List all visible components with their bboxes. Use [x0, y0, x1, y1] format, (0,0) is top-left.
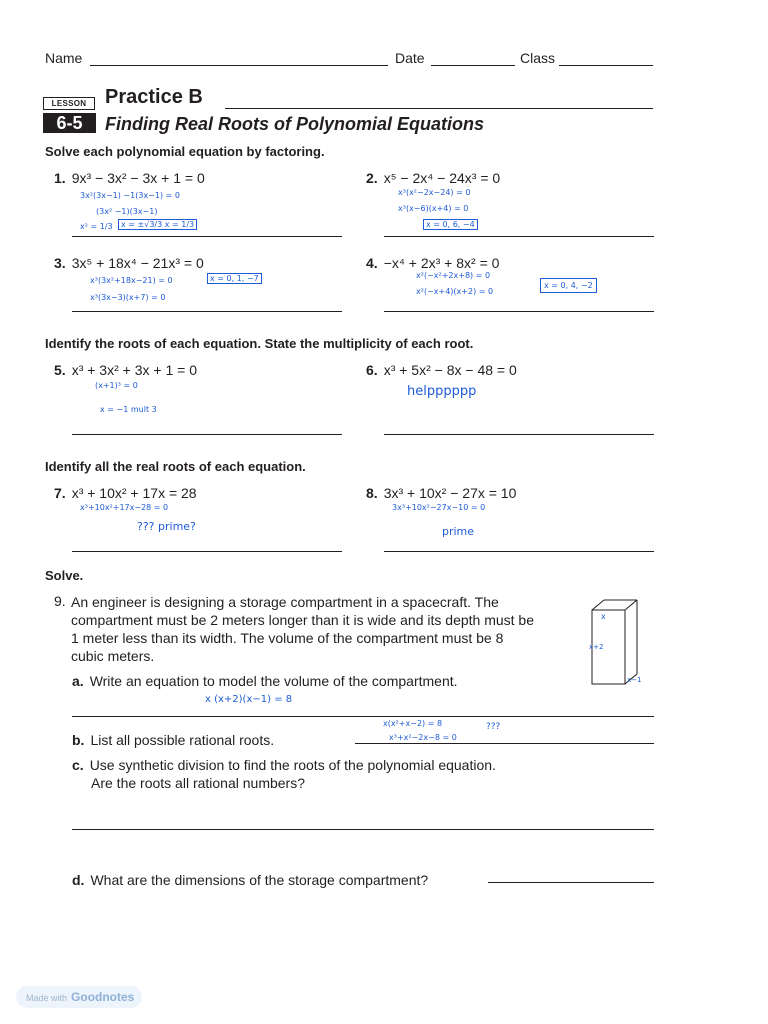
problem-4: 4. −x⁴ + 2x³ + 8x² = 0: [366, 255, 500, 271]
section-heading: Solve each polynomial equation by factoring.: [45, 144, 325, 159]
date-line: [431, 65, 515, 66]
handwritten-work: x³+10x²+17x−28 = 0: [80, 503, 169, 512]
handwritten-work: x² = 1/3: [80, 222, 113, 231]
handwritten-work: 3x²(3x−1) −1(3x−1) = 0: [80, 191, 180, 200]
handwritten-work: prime: [442, 525, 475, 538]
answer-line: [72, 551, 342, 552]
handwritten-work: ???: [486, 722, 501, 732]
handwritten-work: x²(−x²+2x+8) = 0: [416, 271, 491, 280]
problem-5: 5. x³ + 3x² + 3x + 1 = 0: [54, 362, 197, 378]
handwritten-work: x = −1 mult 3: [100, 405, 157, 414]
problem-6: 6. x³ + 5x² − 8x − 48 = 0: [366, 362, 517, 378]
title-rule: [225, 108, 653, 109]
answer-line: [384, 551, 654, 552]
problem-7: 7. x³ + 10x² + 17x = 28: [54, 485, 197, 501]
name-line: [90, 65, 388, 66]
part-c-question: Are the roots all rational numbers?: [91, 775, 305, 791]
handwritten-work: 3x³+10x²−27x−10 = 0: [392, 503, 486, 512]
answer-line: [355, 743, 654, 744]
handwritten-work: x³(3x²+18x−21) = 0: [90, 276, 173, 285]
handwritten-work: x³(x²−2x−24) = 0: [398, 188, 471, 197]
date-label: Date: [395, 50, 425, 66]
answer-line: [72, 716, 654, 717]
part-b: b. List all possible rational roots.: [72, 732, 275, 748]
handwritten-work: ??? prime?: [137, 520, 196, 533]
page-title: Practice B: [105, 86, 203, 108]
answer-line: [384, 311, 654, 312]
answer-line: [72, 236, 342, 237]
answer-line: [488, 882, 654, 883]
handwritten-answer: x = ±√3/3 x = 1/3: [118, 219, 197, 230]
box-label-width: x: [601, 612, 606, 621]
problem-1: 1. 9x³ − 3x² − 3x + 1 = 0: [54, 170, 205, 186]
goodnotes-badge[interactable]: Made with Goodnotes: [16, 986, 142, 1008]
problem-3: 3. 3x⁵ + 18x⁴ − 21x³ = 0: [54, 255, 204, 271]
class-line: [559, 65, 653, 66]
answer-line: [384, 434, 654, 435]
section-heading: Identify the roots of each equation. State the multiplicity of each root.: [45, 336, 474, 351]
name-label: Name: [45, 50, 83, 66]
answer-line: [72, 434, 342, 435]
handwritten-work: helpppppp: [407, 384, 477, 399]
problem-9-number: 9.: [54, 593, 66, 609]
problem-8: 8. 3x³ + 10x² − 27x = 10: [366, 485, 517, 501]
lesson-number: 6-5: [43, 113, 96, 133]
problem-2: 2. x⁵ − 2x⁴ − 24x³ = 0: [366, 170, 501, 186]
handwritten-work: x²(−x+4)(x+2) = 0: [416, 287, 494, 296]
handwritten-work: x³+x²−2x−8 = 0: [389, 733, 457, 742]
answer-line: [72, 311, 342, 312]
handwritten-answer: x = 0, 6, −4: [423, 219, 478, 230]
section-heading: Identify all the real roots of each equation.: [45, 459, 306, 474]
box-label-length: x+2: [589, 643, 604, 651]
page-subtitle: Finding Real Roots of Polynomial Equations: [105, 114, 485, 134]
handwritten-work: (x+1)³ = 0: [95, 381, 138, 390]
handwritten-answer: x = 0, 1, −7: [207, 273, 262, 284]
answer-line: [72, 829, 654, 830]
handwritten-work: x³(3x−3)(x+7) = 0: [90, 293, 166, 302]
lesson-tag: LESSON: [43, 97, 95, 110]
handwritten-work: (3x² −1)(3x−1): [96, 207, 158, 216]
handwritten-work: x(x²+x−2) = 8: [383, 719, 443, 728]
part-c: c. Use synthetic division to find the roots of the polynomial equation.: [72, 757, 496, 773]
answer-line: [384, 236, 654, 237]
part-d: d. What are the dimensions of the storage compartment?: [72, 872, 429, 888]
box-label-depth: x−1: [627, 676, 642, 684]
handwritten-answer: x = 0, 4, −2: [540, 278, 597, 293]
part-a: a. Write an equation to model the volume of the compartment.: [72, 673, 458, 689]
section-heading: Solve.: [45, 568, 84, 583]
handwritten-work: x³(x−6)(x+4) = 0: [398, 204, 469, 213]
class-label: Class: [520, 50, 556, 66]
problem-9-text: An engineer is designing a storage compartment in a spacecraft. The compartment must be 2 meters longer than it is wide and its depth must be 1 meter less than its width. The volume of the compartment must be 8 cubic meters.: [71, 594, 535, 664]
handwritten-work: x (x+2)(x−1) = 8: [205, 694, 293, 705]
